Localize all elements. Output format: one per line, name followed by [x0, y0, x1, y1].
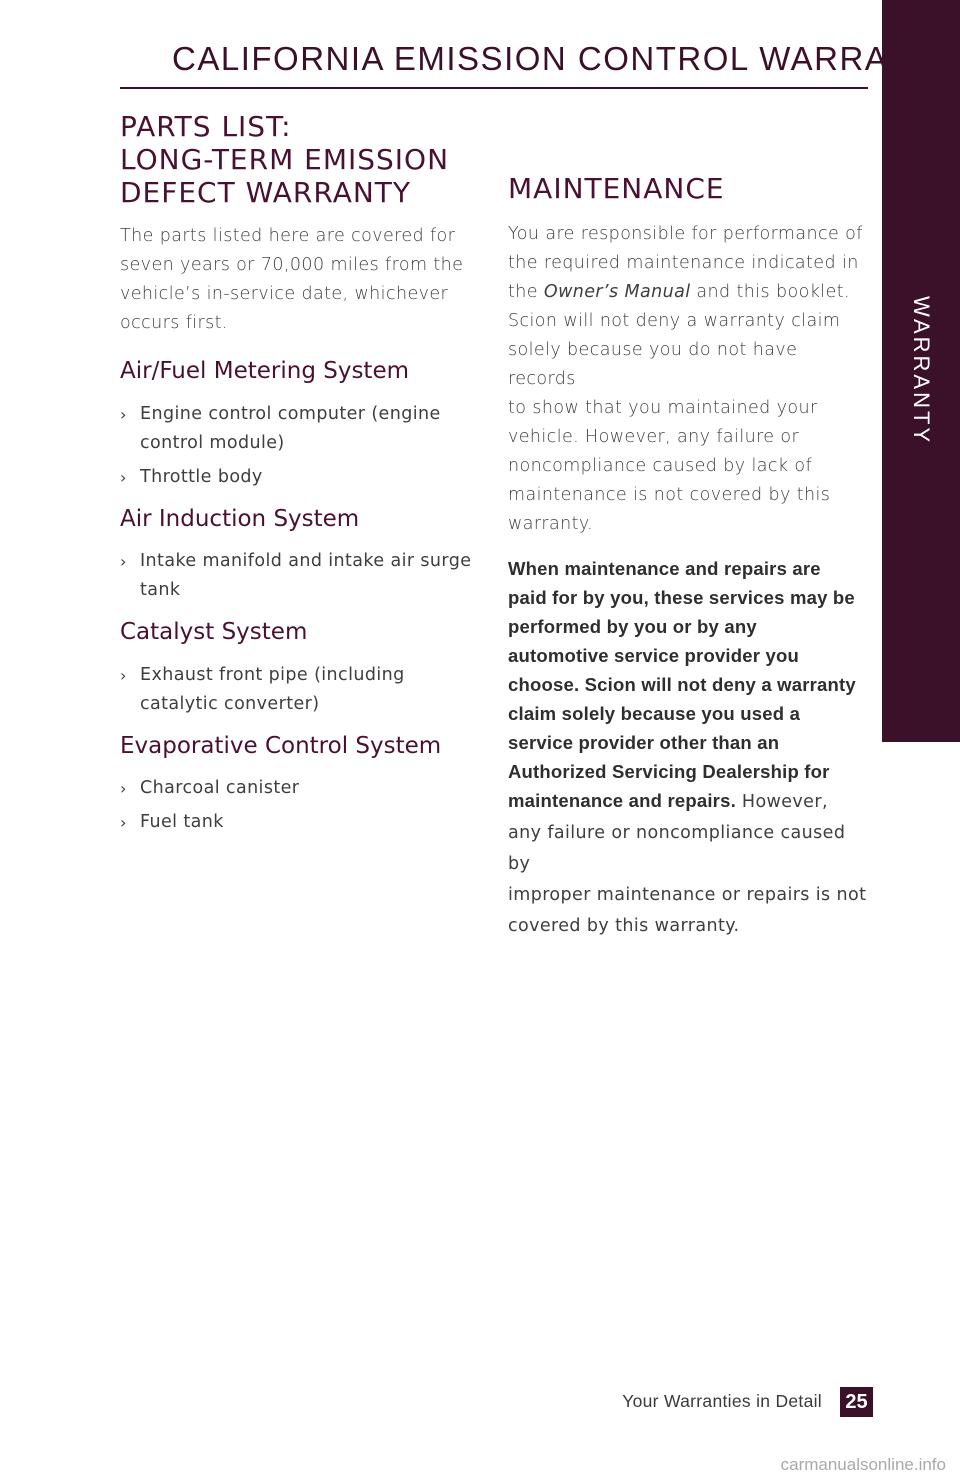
- heading-line: PARTS LIST:: [120, 110, 292, 143]
- list-item: › Engine control computer (engine control module): [120, 400, 480, 458]
- text-line: noncompliance caused by lack of: [508, 456, 813, 476]
- text-line: vehicle. However, any failure or: [508, 427, 800, 447]
- intro-paragraph: [120, 222, 480, 338]
- chevron-right-icon: ›: [120, 813, 127, 832]
- text-line: occurs first.: [120, 313, 228, 333]
- heading-line: DEFECT WARRANTY: [120, 176, 411, 209]
- list-item: › Intake manifold and intake air surge tank: [120, 547, 480, 605]
- repairs-paragraph: When maintenance and repairs are paid for by you, these services may be performed by you or by any automotive service provider you choose. Scion will not deny a warranty claim solely because you used a service provider other than an Authorized Servicing Dealership for maintenance and repairs. However, any failure or noncompliance caused by improper maintenance or repairs is not covered by this warranty.: [508, 558, 867, 936]
- side-tab-text: WARRANTY: [909, 296, 934, 446]
- header-divider: [120, 87, 868, 89]
- section-title-air-fuel: Air/Fuel Metering System: [120, 358, 409, 384]
- heading-line: LONG-TERM EMISSION: [120, 143, 450, 176]
- list-item: › Throttle body: [120, 463, 480, 492]
- chevron-right-icon: ›: [120, 552, 127, 571]
- text-line: warranty.: [508, 514, 594, 534]
- left-column: [120, 110, 480, 837]
- catalyst-list: [120, 661, 480, 719]
- owners-manual-reference: Owner’s Manual: [543, 282, 691, 302]
- side-tab-label: [882, 286, 960, 456]
- chevron-right-icon: ›: [120, 666, 127, 685]
- right-column: [508, 172, 870, 941]
- chevron-right-icon: ›: [120, 405, 127, 424]
- text-line: vehicle’s in-service date, whichever: [120, 284, 449, 304]
- air-fuel-list: [120, 400, 480, 492]
- maintenance-heading: MAINTENANCE: [508, 172, 725, 205]
- text-line: solely because you do not have records: [508, 340, 798, 389]
- section-title-evaporative: Evaporative Control System: [120, 733, 442, 759]
- chevron-right-icon: ›: [120, 468, 127, 487]
- air-induction-list: [120, 547, 480, 605]
- footer-section-label: Your Warranties in Detail: [622, 1391, 822, 1411]
- text-line: The parts listed here are covered for: [120, 226, 456, 246]
- parts-list-heading: [120, 110, 480, 209]
- evaporative-list: [120, 774, 480, 837]
- text-line: seven years or 70,000 miles from the: [120, 255, 464, 275]
- section-title-catalyst: Catalyst System: [120, 619, 308, 645]
- list-item: › Fuel tank: [120, 808, 480, 837]
- text-line: the required maintenance indicated in: [508, 253, 859, 273]
- section-title-air-induction: Air Induction System: [120, 506, 360, 532]
- list-item: › Exhaust front pipe (including catalytic converter): [120, 661, 480, 719]
- text-line: maintenance is not covered by this: [508, 485, 831, 505]
- page-number: 25: [840, 1387, 873, 1417]
- text-line: Scion will not deny a warranty claim: [508, 311, 841, 331]
- chevron-right-icon: ›: [120, 779, 127, 798]
- list-item: › Charcoal canister: [120, 774, 480, 803]
- maintenance-paragraph: You are responsible for performance of the required maintenance indicated in the Owner’s Manual and this booklet. Scion will not deny a warranty claim solely because you do not have records to show that you maintained your vehicle. However, any failure or noncompliance caused by lack of maintenance is not covered by this warranty.: [508, 224, 863, 534]
- watermark: carmanualsonline.info: [780, 1455, 946, 1474]
- text-line: to show that you maintained your: [508, 398, 818, 418]
- text-line: You are responsible for performance of: [508, 224, 863, 244]
- page-title: CALIFORNIA EMISSION CONTROL WARRANTY: [172, 40, 959, 77]
